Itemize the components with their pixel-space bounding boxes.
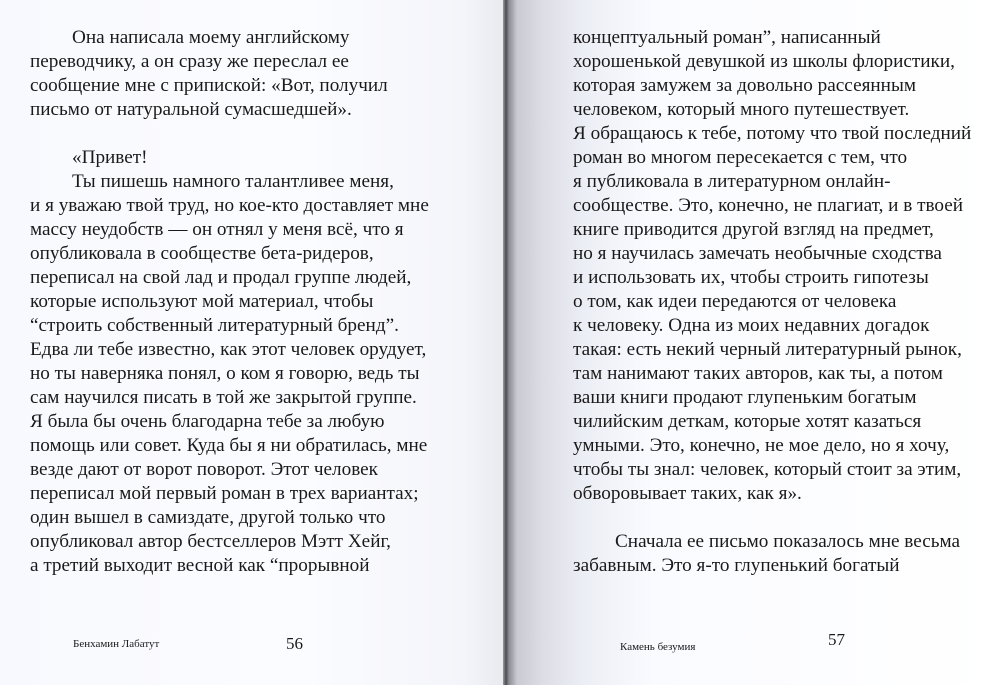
text-line: роман во многом пересекается с тем, что — [573, 147, 908, 168]
text-line: там нанимают таких авторов, как ты, а потом — [573, 363, 943, 384]
text-line: Ты пишешь намного талантливее меня, — [72, 171, 394, 192]
text-line: но ты наверняка понял, о ком я говорю, ведь ты — [30, 363, 420, 384]
text-line: Я была бы очень благодарна тебе за любую — [30, 411, 385, 432]
text-line: но я научилась замечать необычные сходства — [573, 243, 942, 264]
text-line: переписал мой первый роман в трех вариантах; — [30, 483, 419, 504]
text-line: умными. Это, конечно, не мое дело, но я хочу, — [573, 435, 950, 456]
text-line: сообществе. Это, конечно, не плагиат, и в твоей — [573, 195, 964, 216]
text-line: хорошенькой девушкой из школы флористики, — [573, 51, 955, 72]
blank-line — [30, 122, 429, 146]
text-line: обворовывает таких, как я». — [573, 483, 802, 504]
text-line: о том, как идеи передаются от человека — [573, 291, 897, 312]
left-page-text — [30, 26, 429, 578]
text-line: и использовать их, чтобы строить гипотезы — [573, 267, 929, 288]
page-number: 56 — [286, 634, 303, 653]
page-number: 57 — [828, 630, 845, 649]
text-line: один вышел в самиздате, другой только что — [30, 507, 386, 528]
blank-line — [573, 506, 971, 530]
text-line: забавным. Это я-то глупенький богатый — [573, 555, 900, 576]
text-line: опубликовала в сообществе бета-ридеров, — [30, 243, 374, 264]
text-line: концептуальный роман”, написанный — [573, 27, 881, 48]
text-line: человеком, который много путешествует. — [573, 99, 910, 120]
text-line: помощь или совет. Куда бы я ни обратилась, мне — [30, 435, 428, 456]
right-page-text — [573, 26, 971, 578]
footer-book-title: Камень безумия — [620, 641, 696, 653]
text-line: а третий выходит весной как “прорывной — [30, 555, 370, 576]
text-line: к человеку. Одна из моих недавних догадок — [573, 315, 930, 336]
right-page — [503, 0, 1000, 685]
text-line: Сначала ее письмо показалось мне весьма — [615, 531, 961, 552]
text-line: письмо от натуральной сумасшедшей». — [30, 99, 352, 120]
text-line: я публиковала в литературном онлайн- — [573, 171, 891, 192]
text-line: чтобы ты знал: человек, который стоит за этим, — [573, 459, 962, 480]
text-line: Она написала моему английскому — [72, 27, 350, 48]
text-line: переводчику, а он сразу же переслал ее — [30, 51, 349, 72]
text-line: которая замужем за довольно рассеянным — [573, 75, 916, 96]
text-line: Я обращаюсь к тебе, потому что твой последний — [573, 123, 972, 144]
text-line: массу неудобств — он отнял у меня всё, что я — [30, 219, 404, 240]
text-line: книге приводится другой взгляд на предмет, — [573, 219, 934, 240]
footer-author: Бенхамин Лабатут — [73, 638, 160, 650]
text-line: и я уважаю твой труд, но кое-кто доставляет мне — [30, 195, 429, 216]
text-line: переписал на свой лад и продал группе людей, — [30, 267, 412, 288]
text-line: такая: есть некий черный литературный рынок, — [573, 339, 962, 360]
text-line: чилийским деткам, которые хотят казаться — [573, 411, 922, 432]
text-line: опубликовал автор бестселлеров Мэтт Хейг, — [30, 531, 391, 552]
text-line: которые используют мой материал, чтобы — [30, 291, 374, 312]
text-line: «Привет! — [72, 147, 148, 168]
text-line: сообщение мне с припиской: «Вот, получил — [30, 75, 388, 96]
text-line: сам научился писать в той же закрытой группе. — [30, 387, 417, 408]
text-line: Едва ли тебе известно, как этот человек орудует, — [30, 339, 427, 360]
text-line: ваши книги продают глупеньким богатым — [573, 387, 917, 408]
text-line: “строить собственный литературный бренд”. — [30, 315, 399, 336]
text-line: везде дают от ворот поворот. Этот человек — [30, 459, 379, 480]
